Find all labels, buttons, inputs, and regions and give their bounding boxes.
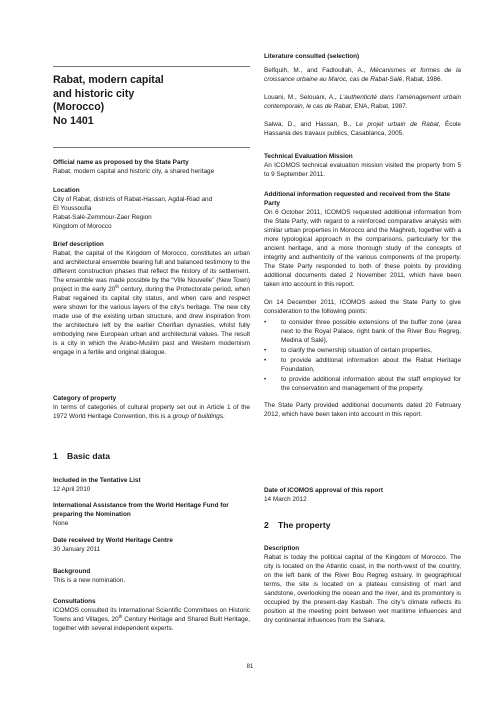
section-label: Basic data	[67, 451, 110, 461]
brief-description-text: Rabat, the capital of the Kingdom of Morocco, constitutes an urban and architectural ensemble bearing full and balanced testimony to the different construction phases that reflect the history of its settlement. The ensemble was made possible by the “Ville Nouvelle” (New Town) project in the early 20th century, during the Protectorate period, when Rabat regained its capital city status, and when care and respect were shown for the various layers of the city’s heritage. The new city made use of the existing urban structure, and drew inspiration from the architecture left by the earlier Cherifian dynasties, whilst fully embodying new European urban and architectural values. The result is a city in which the Arabo-Muslim past and Western modernism engage in a fertile and original dialogue.	[53, 250, 250, 356]
literature-heading: Literature consulted (selection)	[264, 53, 360, 60]
assistance-text: None	[53, 520, 69, 527]
title-line-4: No 1401	[53, 114, 94, 127]
mission-heading: Technical Evaluation Mission	[264, 153, 353, 160]
section-basic-data-heading	[53, 451, 110, 461]
official-name-text: Rabat, modern capital and historic city, a shared heritage	[53, 168, 215, 175]
title-line-1: Rabat, modern capital	[53, 74, 164, 86]
assistance-section	[53, 501, 250, 528]
additional-info-section	[264, 190, 461, 419]
location-line: Rabat-Salé-Zemmour-Zaer Region	[53, 214, 152, 221]
literature-ref: Belfquih, M., and Fadloullah, A., Mécanismes et formes de la croissance urbaine au Maroc, cas de Rabat-Salé, Rabat, 1986.	[264, 67, 461, 83]
literature-ref: Louani, M., Selouani, A., L’authenticité dans l’aménagement urbain contemporain, le cas de Rabat, ENA, Rabat, 1987.	[264, 94, 461, 110]
assistance-heading: International Assistance from the World Heritage Fund for preparing the Nomination	[53, 502, 229, 518]
mission-text: An ICOMOS technical evaluation mission visited the property from 5 to 9 September 2011.	[264, 162, 461, 178]
section-property-heading	[264, 520, 331, 530]
section-number: 2	[264, 520, 269, 530]
date-received-text: 30 January 2011	[53, 546, 101, 553]
requested-points-list	[264, 318, 461, 393]
title-line-2: and historic city	[53, 87, 135, 100]
date-received-section	[53, 536, 250, 554]
location-heading: Location	[53, 187, 80, 194]
tentative-list-heading: Included in the Tentative List	[53, 477, 141, 484]
location-section	[53, 186, 250, 231]
consultations-section	[53, 597, 250, 633]
tentative-list-section	[53, 476, 250, 494]
additional-info-paragraph: The State Party provided additional documents dated 20 February 2012, which have been taken into account in this report.	[264, 402, 461, 418]
mission-section	[264, 152, 461, 179]
location-line: City of Rabat, districts of Rabat-Hassan, Agdal-Riad and	[53, 196, 213, 203]
approval-date: 14 March 2012	[264, 496, 307, 503]
literature-ref: Salwa, D., and Hassan, B., Le projet urbain de Rabat, École Hassania des travaux publics, Casablanca, 2005.	[264, 121, 461, 137]
official-name-section	[53, 158, 250, 176]
list-item: • to clarify the ownership situation of certain properties,	[264, 346, 461, 355]
consultations-text: ICOMOS consulted its International Scientific Committees on Historic Towns and Villages, 20th Century Heritage and Shared Built Heritage, together with several independent experts.	[53, 607, 250, 632]
category-heading: Category of property	[53, 395, 117, 402]
category-text: In terms of categories of cultural property set out in Article 1 of the 1972 World Heritage Convention, this is a group of buildings.	[53, 404, 250, 420]
description-text: Rabat is today the political capital of the Kingdom of Morocco. The city is located on the Atlantic coast, in the north-west of the country, on the left bank of the River Bou Regreg estuary. In geographical terms, the site is located on a plateau consisting of marl and sandstone, overlooking the ocean and the river, and its promontory is occupied by the present-day Kasbah. The city’s climate reflects its position at the meeting point between wet maritime influences and dry continental influences from the Sahara.	[264, 554, 461, 624]
list-item: • to consider three possible extensions of the buffer zone (area next to the Royal Palace, right bank of the River Bou Regreg, Medina of Salé),	[264, 318, 461, 345]
list-item: • to provide additional information about the Rabat Heritage Foundation,	[264, 356, 461, 374]
date-received-heading: Date received by World Heritage Centre	[53, 537, 173, 544]
brief-description-section	[53, 240, 250, 357]
brief-description-heading: Brief description	[53, 241, 104, 248]
consultations-heading: Consultations	[53, 598, 96, 605]
additional-info-heading: Additional information requested and received from the State Party	[264, 191, 451, 207]
official-name-heading: Official name as proposed by the State Party	[53, 159, 189, 166]
approval-heading: Date of ICOMOS approval of this report	[264, 487, 383, 494]
list-item: • to provide additional information about the staff employed for the conservation and management of the property.	[264, 375, 461, 393]
additional-info-paragraph: On 6 October 2011, ICOMOS requested additional information from the State Party, with regard to a reinforced comparative analysis with similar urban properties in Morocco and the Maghreb, together with a more typological approach in the comparisons, particularly for the ancient heritage, and a more thorough study of the concepts of integrity and authenticity of the various components of the property. The State Party responded to both of these points by providing additional documents dated 2 November 2011, which have been taken into account in this report.	[264, 209, 461, 288]
category-section	[53, 394, 250, 421]
location-line: El Youssoufia	[53, 205, 92, 212]
description-heading: Description	[264, 545, 300, 552]
background-text: This is a new nomination.	[53, 577, 126, 584]
background-section	[53, 567, 250, 585]
section-number: 1	[53, 451, 58, 461]
title-line-3: (Morocco)	[53, 101, 105, 114]
title-block	[53, 66, 250, 148]
location-line: Kingdom of Morocco	[53, 223, 112, 230]
tentative-list-date: 12 April 2010	[53, 486, 91, 493]
page-number: 81	[246, 664, 254, 670]
section-label: The property	[278, 520, 331, 530]
background-heading: Background	[53, 568, 91, 575]
additional-info-paragraph: On 14 December 2011, ICOMOS asked the State Party to give consideration to the following points:	[264, 299, 461, 315]
description-section	[264, 544, 461, 625]
literature-section	[264, 52, 461, 138]
approval-section	[264, 486, 461, 504]
